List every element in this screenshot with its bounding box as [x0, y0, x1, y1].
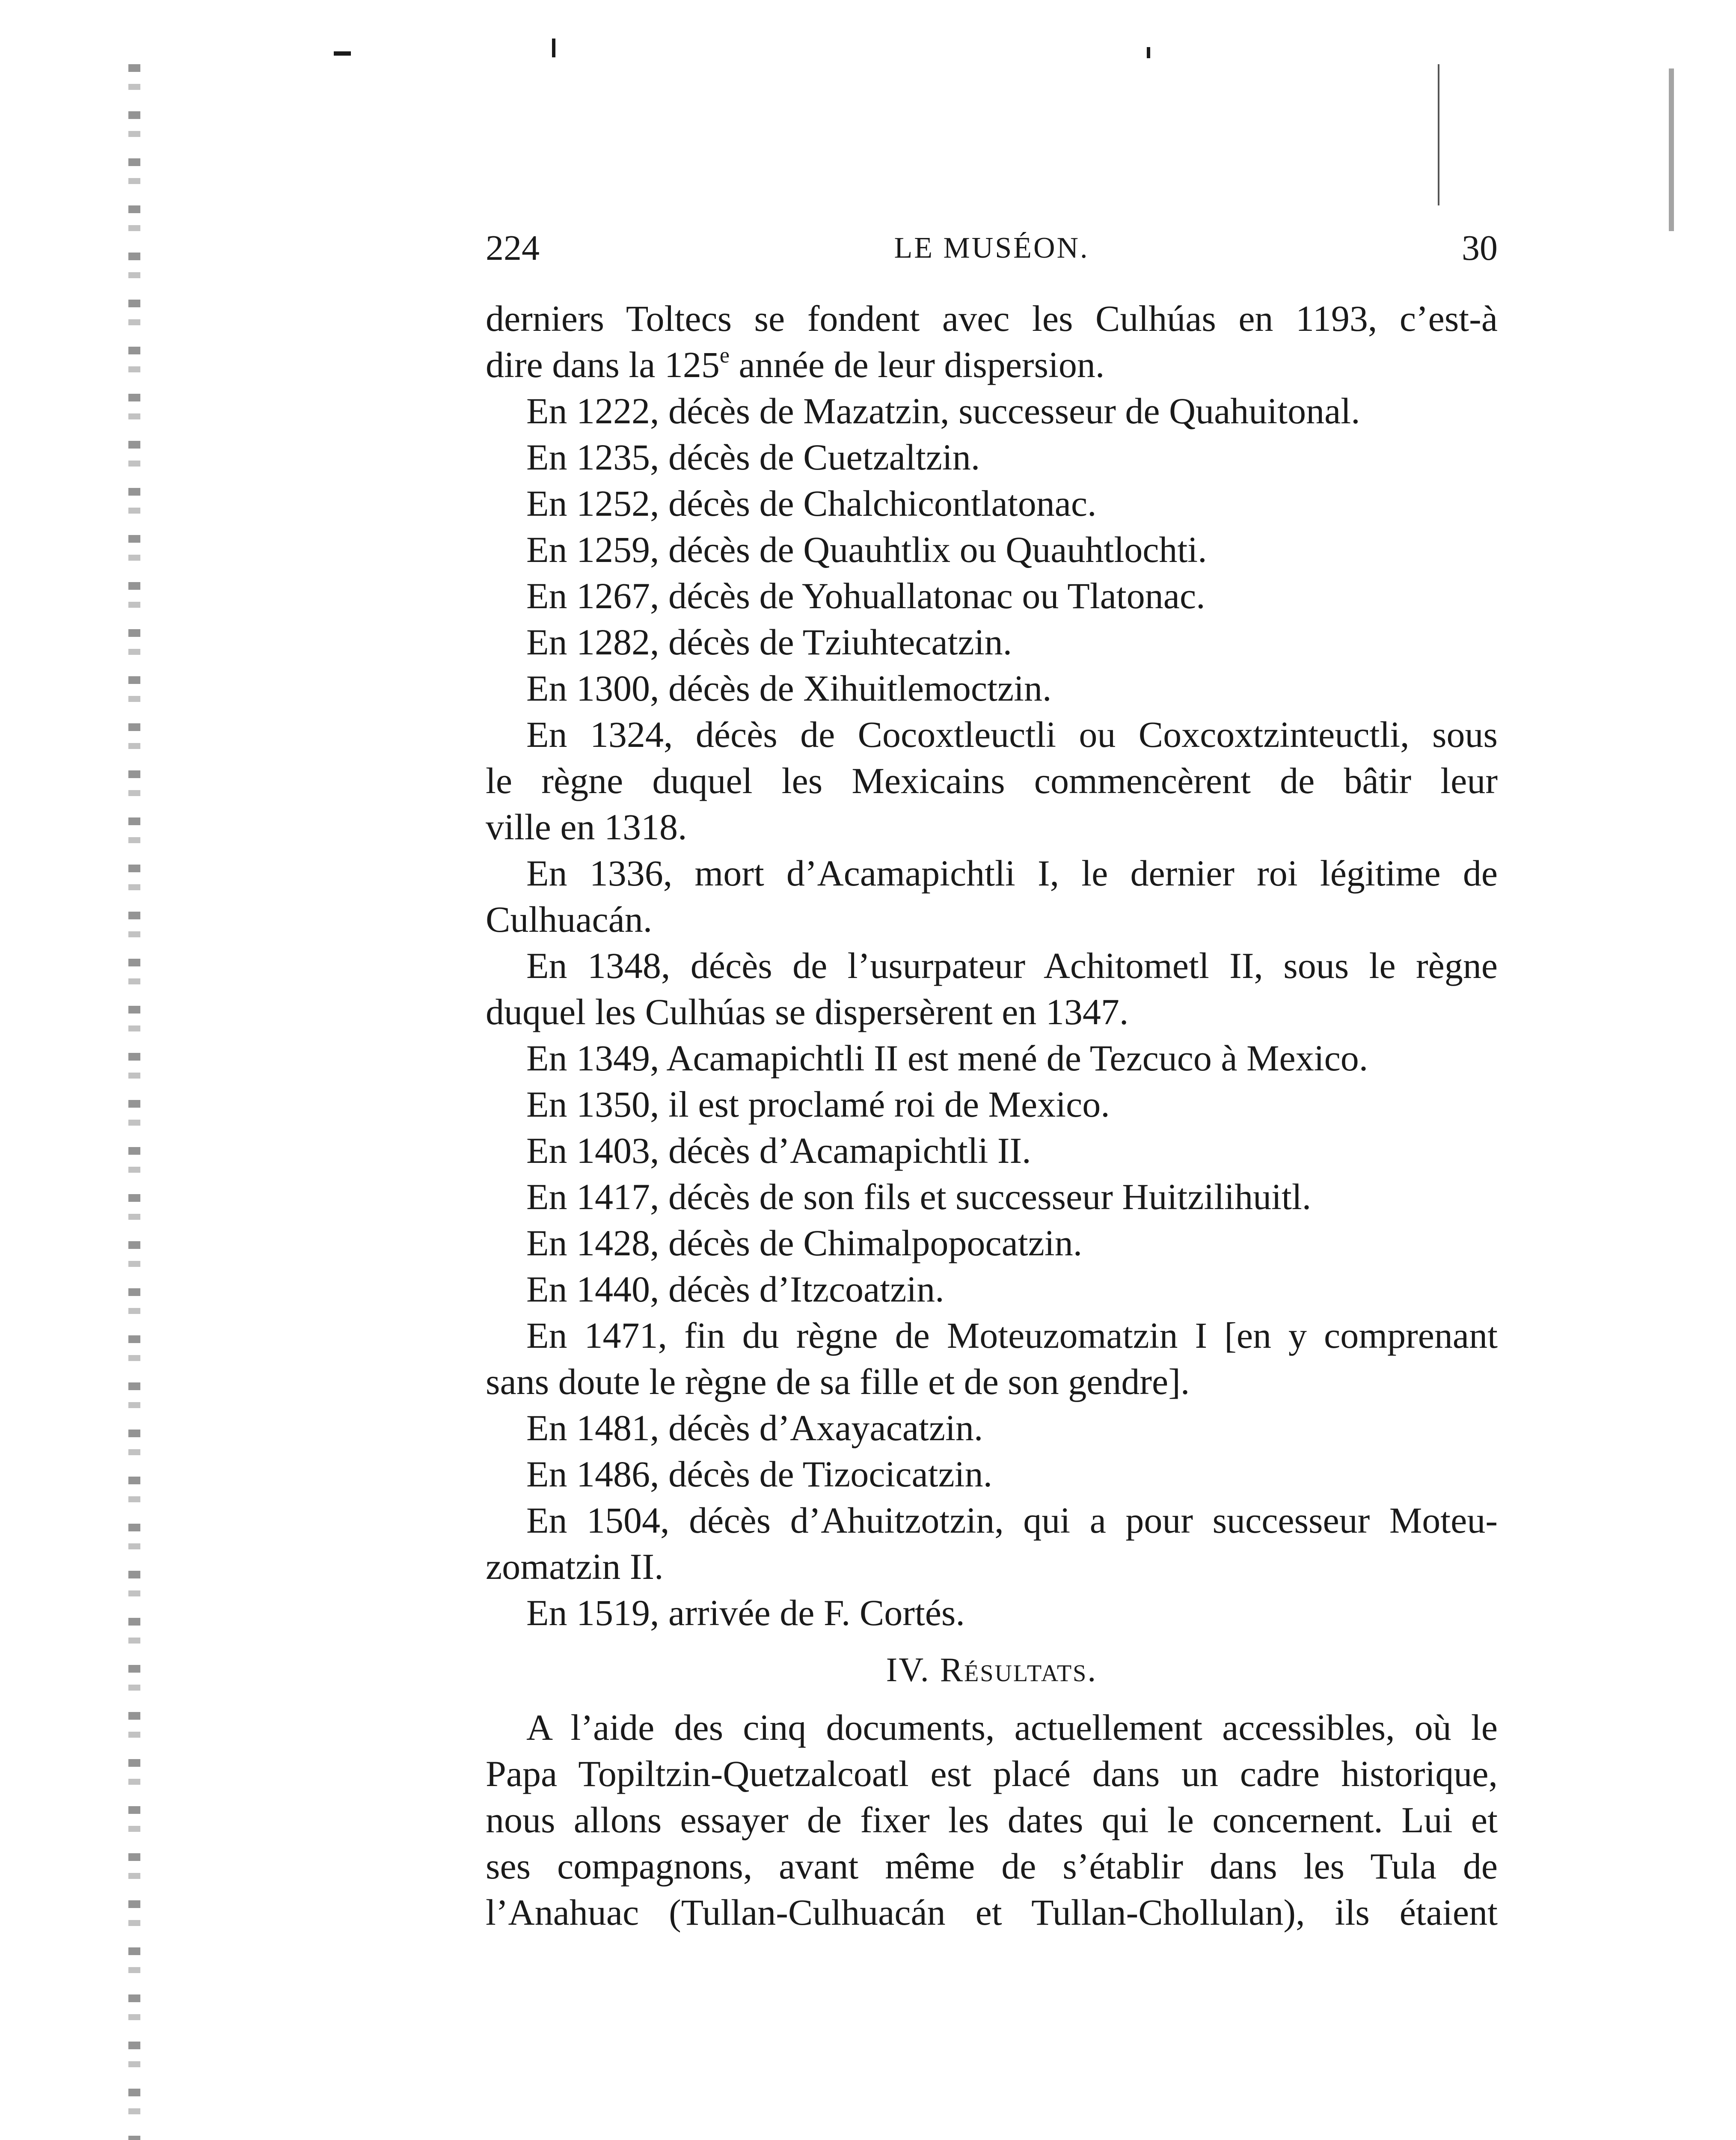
text-line: En 1417, décès de son fils et successeur Huitzilihuitl.: [526, 1176, 1312, 1217]
text-line: Culhuacán.: [486, 899, 653, 940]
text-line: nous allons essayer de fixer les dates qui le concernent. Lui et: [486, 1799, 1498, 1840]
text-line: En 1336, mort d’Acamapichtli I, le dernier roi légitime de: [526, 853, 1498, 894]
text-line: En 1252, décès de Chalchicontlatonac.: [526, 483, 1097, 524]
scan-right-edge: [1669, 68, 1674, 231]
text-line: En 1267, décès de Yohuallatonac ou Tlatonac.: [526, 575, 1205, 616]
text-line: En 1504, décès d’Ahuitzotzin, qui a pour successeur Moteu-: [526, 1500, 1498, 1541]
journal-title: LE MUSÉON.: [894, 232, 1089, 265]
scan-left-edge: [128, 64, 140, 2140]
text-line: En 1300, décès de Xihuitlemoctzin.: [526, 668, 1052, 709]
text-line: le règne duquel les Mexicains commencèrent de bâtir leur: [486, 760, 1498, 801]
text-line: En 1440, décès d’Itzcoatzin.: [526, 1269, 944, 1310]
scan-speck: [552, 39, 555, 57]
text-fragment: année de leur dispersion.: [730, 344, 1105, 385]
text-line: En 1222, décès de Mazatzin, successeur de Quahuitonal.: [526, 390, 1360, 431]
text-line: ville en 1318.: [486, 806, 687, 847]
superscript: e: [719, 343, 730, 368]
scan-speck: [1438, 64, 1439, 205]
text-line: En 1481, décès d’Axayacatzin.: [526, 1407, 983, 1448]
text-line: A l’aide des cinq documents, actuellement accessibles, où le: [526, 1707, 1498, 1748]
text-line: Papa Topiltzin-Quetzalcoatl est placé dans un cadre historique,: [486, 1753, 1498, 1794]
page-number: 224: [486, 228, 540, 268]
text-line: ses compagnons, avant même de s’établir dans les Tula de: [486, 1846, 1498, 1887]
text-line: En 1428, décès de Chimalpopocatzin.: [526, 1222, 1083, 1263]
section-heading: [486, 1636, 1498, 1704]
section-numeral: IV.: [886, 1651, 940, 1689]
text-line: sans doute le règne de sa fille et de son gendre].: [486, 1361, 1190, 1402]
text-line: En 1348, décès de l’usurpateur Achitometl II, sous le règne: [526, 945, 1498, 986]
text-line: zomatzin II.: [486, 1546, 664, 1587]
text-line: En 1349, Acamapichtli II est mené de Tezcuco à Mexico.: [526, 1037, 1368, 1079]
folio-number: 30: [1462, 228, 1498, 268]
text-line: En 1471, fin du règne de Moteuzomatzin I [en y comprenant: [526, 1315, 1498, 1356]
text-line: l’Anahuac (Tullan-Culhuacán et Tullan-Chollulan), ils étaient: [486, 1892, 1498, 1933]
text-line: En 1403, décès d’Acamapichtli II.: [526, 1130, 1031, 1171]
text-line: [486, 342, 1498, 388]
scan-speck: [1147, 47, 1150, 58]
text-line: En 1486, décès de Tizocicatzin.: [526, 1453, 993, 1495]
text-line: En 1519, arrivée de F. Cortés.: [526, 1592, 965, 1633]
text-line: En 1324, décès de Cocoxtleuctli ou Coxcoxtzinteuctli, sous: [526, 714, 1498, 755]
section-title: Résultats.: [940, 1651, 1098, 1689]
text-line: En 1282, décès de Tziuhtecatzin.: [526, 621, 1012, 663]
text-line: derniers Toltecs se fondent avec les Culhúas en 1193, c’est-à: [486, 298, 1498, 339]
running-head: [486, 223, 1498, 274]
text-line: En 1259, décès de Quauhtlix ou Quauhtlochti.: [526, 529, 1207, 570]
text-line: duquel les Culhúas se dispersèrent en 1347.: [486, 991, 1129, 1032]
text-line: En 1235, décès de Cuetzaltzin.: [526, 437, 980, 478]
text-line: En 1350, il est proclamé roi de Mexico.: [526, 1084, 1110, 1125]
text-fragment: dire dans la 125: [486, 344, 720, 385]
body-text: [486, 295, 1498, 1935]
scan-speck: [334, 51, 351, 56]
